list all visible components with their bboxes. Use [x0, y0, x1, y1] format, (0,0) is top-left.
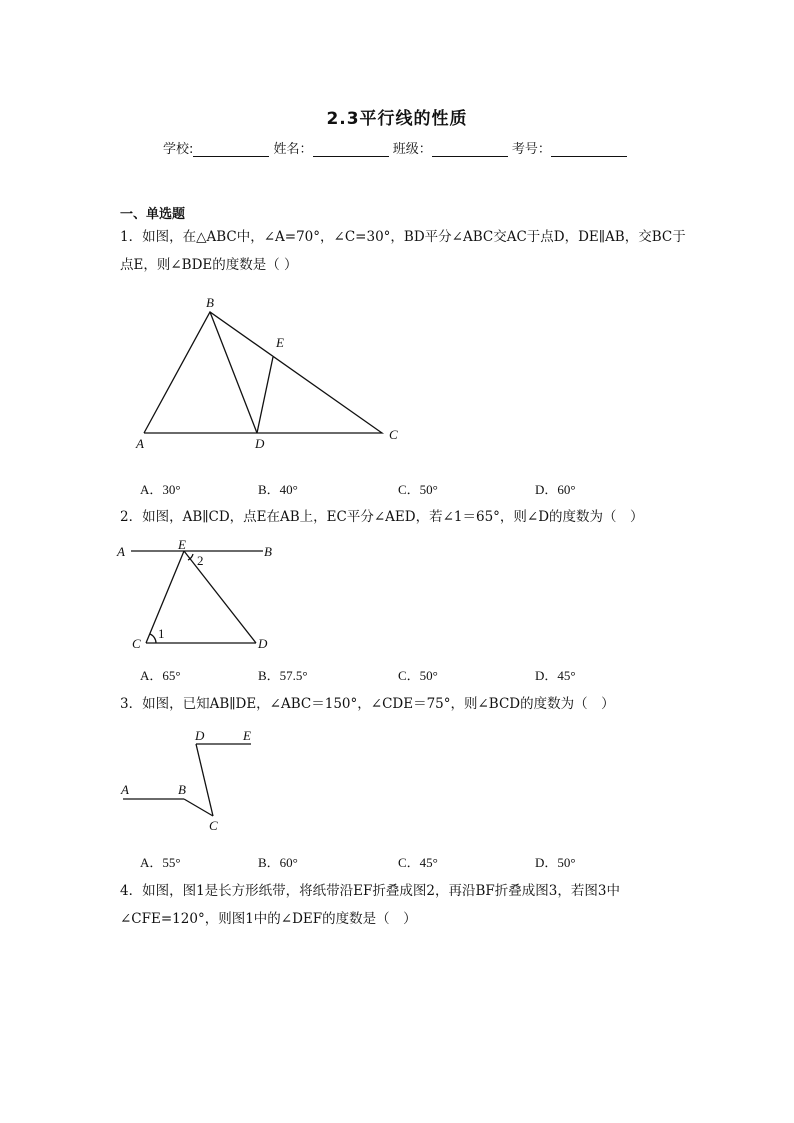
- question-1-figure: [120, 290, 420, 460]
- label-e: E: [243, 728, 251, 743]
- name-blank[interactable]: [313, 142, 389, 157]
- q3-option-c[interactable]: C．45°: [398, 855, 438, 870]
- triangle-abc: [144, 312, 382, 433]
- q2-option-b[interactable]: B．57.5°: [258, 668, 308, 683]
- segment-dc: [196, 744, 213, 816]
- question-1-line-1: 1．如图，在△ABC中，∠A=70°，∠C=30°，BD平分∠ABC交AC于点D，DE∥AB，交BC于: [120, 229, 686, 245]
- label-e: E: [178, 537, 186, 552]
- q3-option-d[interactable]: D．50°: [535, 855, 576, 870]
- question-2-stem: [120, 503, 680, 531]
- name-label: 姓名：: [273, 142, 313, 157]
- q1-option-b[interactable]: B．40°: [258, 482, 298, 497]
- class-blank[interactable]: [432, 142, 508, 157]
- question-4-stem: [120, 877, 680, 933]
- q3-option-b[interactable]: B．60°: [258, 855, 298, 870]
- class-label: 班级：: [392, 142, 432, 157]
- question-4-line-2: ∠CFE=120°，则图1中的∠DEF的度数是（ ）: [120, 911, 417, 927]
- question-1-line-2: 点E，则∠BDE的度数是（ ）: [120, 257, 298, 273]
- segment-ed: [184, 551, 256, 643]
- angle-1-arc: [150, 634, 156, 643]
- question-2-line-1: 2．如图，AB∥CD，点E在AB上，EC平分∠AED，若∠1＝65°，则∠D的度数为（ ）: [120, 509, 644, 525]
- question-1-stem: [120, 223, 686, 279]
- info-row: [163, 138, 627, 157]
- q1-option-a[interactable]: A．30°: [140, 482, 181, 497]
- label-d: D: [195, 728, 205, 743]
- label-a: A: [117, 544, 125, 559]
- segment-de: [257, 357, 273, 433]
- segment-bc: [184, 799, 213, 816]
- school-blank[interactable]: [193, 142, 269, 157]
- number-label: 考号：: [511, 142, 551, 157]
- label-a: A: [121, 782, 129, 797]
- label-a: A: [136, 436, 144, 451]
- q2-option-a[interactable]: A．65°: [140, 668, 181, 683]
- segment-bd: [210, 312, 257, 433]
- section-heading: 一、单选题: [120, 207, 186, 222]
- page-title: 2.3平行线的性质: [326, 109, 468, 129]
- question-3-stem: [120, 690, 680, 718]
- q2-option-c[interactable]: C．50°: [398, 668, 438, 683]
- question-3-line-1: 3．如图，已知AB∥DE，∠ABC＝150°，∠CDE＝75°，则∠BCD的度数为（ ）: [120, 696, 615, 712]
- question-3-figure: [115, 725, 275, 840]
- label-d: D: [255, 436, 265, 451]
- q2-option-d[interactable]: D．45°: [535, 668, 576, 683]
- question-4-line-1: 4．如图，图1是长方形纸带，将纸带沿EF折叠成图2，再沿BF折叠成图3，若图3中: [120, 883, 620, 899]
- label-e: E: [276, 335, 284, 350]
- label-2: 2: [197, 553, 204, 568]
- label-b: B: [178, 782, 186, 797]
- label-1: 1: [158, 626, 165, 641]
- q1-option-d[interactable]: D．60°: [535, 482, 576, 497]
- number-blank[interactable]: [551, 142, 627, 157]
- label-c: C: [389, 427, 398, 442]
- question-2-figure: [115, 535, 285, 655]
- segment-ec: [146, 551, 184, 643]
- school-label: 学校:: [163, 142, 194, 157]
- q1-option-c[interactable]: C．50°: [398, 482, 438, 497]
- label-b: B: [264, 544, 272, 559]
- label-b: B: [206, 295, 214, 310]
- label-d: D: [258, 636, 268, 651]
- q3-option-a[interactable]: A．55°: [140, 855, 181, 870]
- label-c: C: [132, 636, 141, 651]
- label-c: C: [209, 818, 218, 833]
